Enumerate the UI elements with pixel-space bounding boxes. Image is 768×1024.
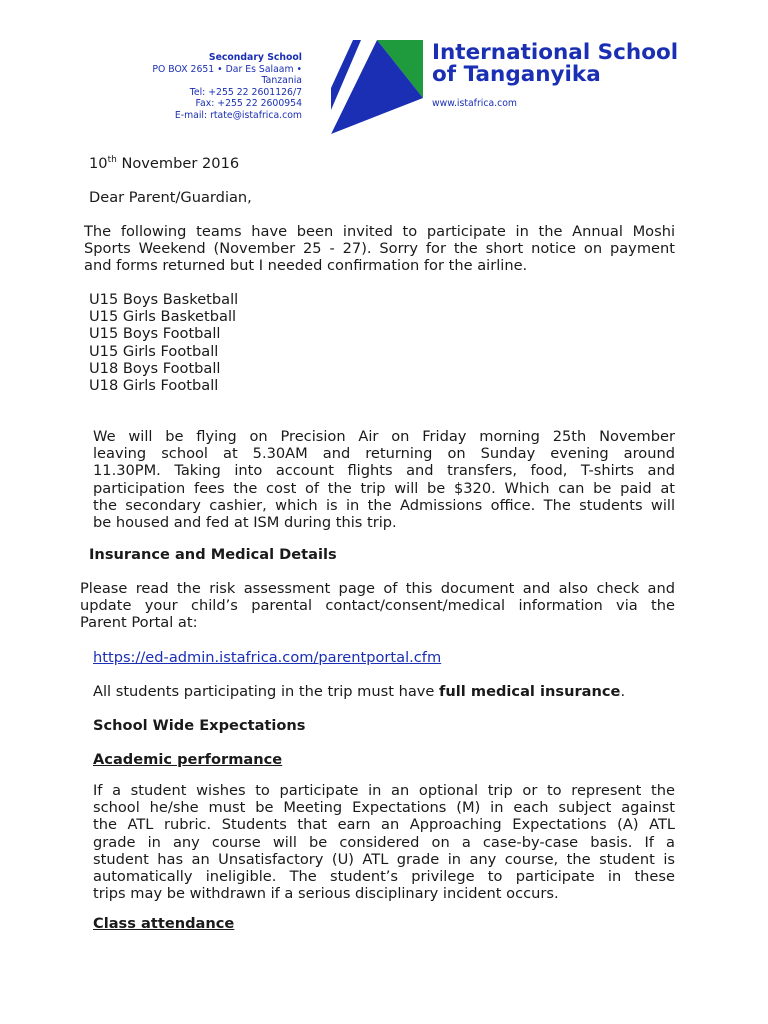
intro-paragraph: The following teams have been invited to participate in the Annual Moshi Sports Weekend (November 25 - 27). Sorry for the short notice on payment and forms returned but I needed confirmation for the airline. [84,223,675,275]
parent-portal-link[interactable]: https://ed-admin.istafrica.com/parentportal.cfm [93,649,442,666]
academic-paragraph: If a student wishes to participate in an optional trip or to represent the school he/she must be Meeting Expectations (M) in each subject against the ATL rubric. Students that earn an Approaching Expectations (A) ATL grade in any course will be considered on a case-by-case basis. If a student has an Unsatisfactory (U) ATL grade in any course, the student is automatically ineligible. The student’s privilege to participate in these trips may be withdrawn if a serious disciplinary incident occurs. [93,782,675,903]
address-line: PO BOX 2651 • Dar Es Salaam • [152,63,302,75]
insurance-paragraph: Please read the risk assessment page of this document and also check and update your child’s parental contact/consent/medical information via the Parent Portal at: [80,580,675,632]
team-list [89,291,238,394]
travel-paragraph: We will be flying on Precision Air on Friday morning 25th November leaving school at 5.30AM and returning on Sunday evening around 11.30PM. Taking into account flights and transfers, food, T-shirts and participation fees the cost of the trip will be $320. Which can be paid at the secondary cashier, which is in the Admissions office. The students will be housed and fed at ISM during this trip. [93,428,675,531]
list-item: U18 Girls Football [89,377,219,395]
list-item: U15 Girls Basketball [89,308,237,326]
attendance-heading: Class attendance [93,915,235,932]
list-item: U18 Boys Football [89,359,221,377]
school-name: International School of Tanganyika [432,40,679,87]
email-address: E-mail: rtate@istafrica.com [174,109,302,121]
insurance-heading: Insurance and Medical Details [89,546,337,563]
school-address-block [100,52,302,122]
salutation: Dear Parent/Guardian, [89,189,252,206]
address-line: Tanzania [261,75,302,87]
fax-number: Fax: +255 22 2600954 [195,98,302,110]
school-unit: Secondary School [208,52,302,63]
school-website: www.istafrica.com [432,98,517,109]
list-item: U15 Boys Football [89,325,221,343]
medical-insurance-note: All students participating in the trip must have full medical insurance. [93,683,626,700]
expectations-heading: School Wide Expectations [93,717,306,734]
letter-date: 10th November 2016 [89,155,240,172]
list-item: U15 Girls Football [89,342,219,360]
phone-number: Tel: +255 22 2601126/7 [189,86,302,98]
list-item: U15 Boys Basketball [89,291,239,308]
academic-heading: Academic performance [93,751,283,768]
school-logo [331,40,423,134]
